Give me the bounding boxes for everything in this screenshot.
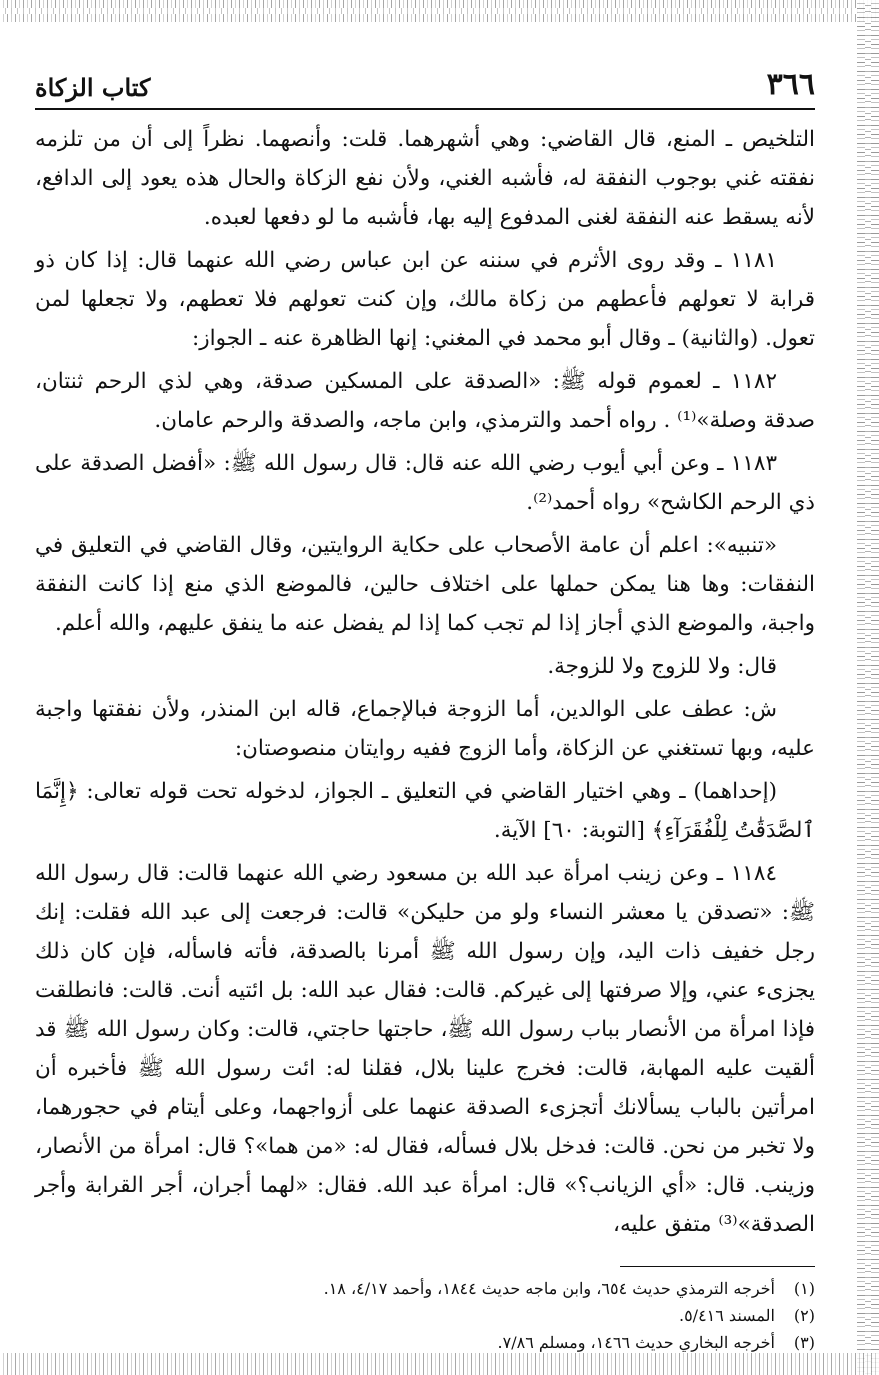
paragraph: ١١٨٢ ـ لعموم قوله ﷺ: «الصدقة على المسكين صدقة، وهي لذي الرحم ثنتان، صدقة وصلة»⁽¹⁾ . رواه أحمد والترمذي، وابن ماجه، والصدقة والرحم عامان. bbox=[35, 369, 815, 433]
book-page bbox=[35, 62, 815, 1356]
decorative-border-bottom bbox=[0, 1353, 879, 1375]
paragraph: (إحداهما) ـ وهي اختيار القاضي في التعليق ـ الجواز، لدخوله تحت قوله تعالى: ﴿إِنَّمَا ٱلصَّدَقَٰتُ لِلْفُقَرَآءِ﴾ [التوبة: ٦٠] الآية. bbox=[35, 779, 815, 843]
running-title: كتاب الزكاة bbox=[35, 73, 151, 102]
footnote-separator bbox=[620, 1266, 815, 1267]
decorative-border-right bbox=[857, 0, 879, 1375]
paragraph: «تنبيه»: اعلم أن عامة الأصحاب على حكاية الروايتين، وقال القاضي في التعليق في النفقات: وها هنا يمكن حملها على اختلاف حالين، فالموضع الذي منع إذا كانت النفقة واجبة، والموضع الذي أجاز إذا لم تجب كما إذا لم يفضل عنه ما ينفق عليهم، والله أعلم. bbox=[35, 533, 815, 636]
body-text bbox=[35, 120, 815, 1244]
footnote-text: المسند ٥/٤١٦. bbox=[678, 1306, 775, 1325]
page-header bbox=[35, 62, 815, 110]
page-number: ٣٦٦ bbox=[766, 67, 815, 102]
footnote bbox=[35, 1329, 815, 1356]
footnote-text: أخرجه البخاري حديث ١٤٦٦، ومسلم ٧/٨٦. bbox=[497, 1333, 775, 1352]
decorative-border-top bbox=[0, 0, 879, 22]
paragraph: ١١٨٣ ـ وعن أبي أيوب رضي الله عنه قال: قال رسول الله ﷺ: «أفضل الصدقة على ذي الرحم الكاشح» رواه أحمد⁽²⁾. bbox=[35, 451, 815, 515]
paragraph: ش: عطف على الوالدين، أما الزوجة فبالإجماع، قاله ابن المنذر، ولأن نفقتها واجبة عليه، وبها تستغني عن الزكاة، وأما الزوج ففيه روايتان منصوصتان: bbox=[35, 697, 815, 761]
footnote bbox=[35, 1275, 815, 1302]
paragraph: قال: ولا للزوج ولا للزوجة. bbox=[547, 654, 777, 679]
footnote-number: (١) bbox=[793, 1279, 815, 1298]
paragraph: ١١٨٤ ـ وعن زينب امرأة عبد الله بن مسعود رضي الله عنهما قالت: قال رسول الله ﷺ: «تصدقن يا معشر النساء ولو من حليكن» قالت: فرجعت إلى عبد الله فقلت: إنك رجل خفيف ذات اليد، وإن رسول الله ﷺ أمرنا بالصدقة، فأته فاسأله، فإن كان ذلك يجزىء عني، وإلا صرفتها إلى غيركم. قالت: فقال عبد الله: بل ائتيه أنت. قالت: فانطلقت فإذا امرأة من الأنصار بباب رسول الله ﷺ، حاجتها حاجتي، قالت: وكان رسول الله ﷺ قد ألقيت عليه المهابة، قالت: فخرج علينا بلال، فقلنا له: ائت رسول الله ﷺ فأخبره أن امرأتين بالباب يسألانك أتجزىء الصدقة عنهما على أزواجهما، وعلى أيتام في حجورهما، ولا تخبر من نحن. قالت: فدخل بلال فسأله، فقال له: «من هما»؟ قال: امرأة من الأنصار، وزينب. قال: «أي الزيانب؟» قال: امرأة عبد الله. فقال: «لهما أجران، أجر القرابة وأجر الصدقة»⁽³⁾ متفق عليه، bbox=[35, 861, 815, 1237]
footnotes bbox=[35, 1275, 815, 1356]
paragraph: التلخيص ـ المنع، قال القاضي: وهي أشهرهما. قلت: وأنصهما. نظراً إلى أن من تلزمه نفقته غني بوجوب النفقة له، فأشبه الغني، ولأن نفع الزكاة والحال هذه يعود إلى الدافع، لأنه يسقط عنه النفقة لغنى المدفوع إليه بها، فأشبه ما لو دفعها لعبده. bbox=[35, 127, 815, 230]
footnote-text: أخرجه الترمذي حديث ٦٥٤، وابن ماجه حديث ١٨٤٤، وأحمد ٤/١٧، ١٨. bbox=[323, 1279, 775, 1298]
footnote-number: (٢) bbox=[793, 1306, 815, 1325]
footnote-number: (٣) bbox=[793, 1333, 815, 1352]
paragraph: ١١٨١ ـ وقد روى الأثرم في سننه عن ابن عباس رضي الله عنهما قال: إذا كان ذو قرابة لا تعولهم فأعطهم من زكاة مالك، وإن كنت تعولهم فلا تعطهم، ولا تجعلها لمن تعول. (والثانية) ـ وقال أبو محمد في المغني: إنها الظاهرة عنه ـ الجواز: bbox=[35, 248, 815, 351]
footnote bbox=[35, 1302, 815, 1329]
